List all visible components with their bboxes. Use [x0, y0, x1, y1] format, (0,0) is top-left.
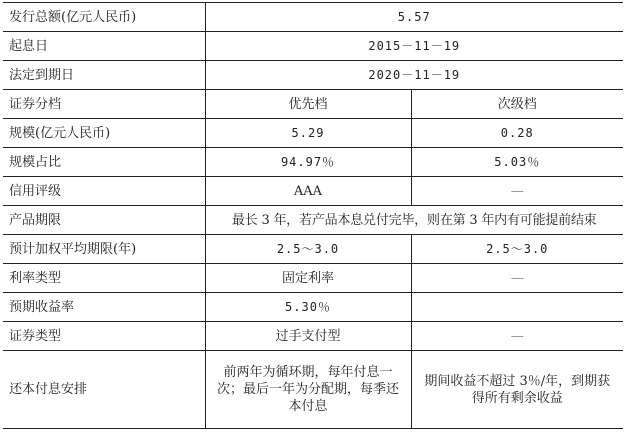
row-label: 证券类型: [3, 322, 205, 351]
table-row-product-term: [3, 206, 623, 235]
junior-cell: 5.03％: [411, 148, 623, 177]
row-label: 预计加权平均期限(年): [3, 235, 205, 264]
junior-cell: 2.5～3.0: [411, 235, 623, 264]
junior-cell: 次级档: [411, 90, 623, 119]
senior-cell: 94.97％: [205, 148, 411, 177]
row-label: 利率类型: [3, 264, 205, 293]
table-row-rate-type: [3, 264, 623, 293]
table-row-size-ratio: [3, 148, 623, 177]
table-row-tranche: [3, 90, 623, 119]
senior-cell: 5.29: [205, 119, 411, 148]
junior-cell: 期间收益不超过 3％/年，到期获得所有剩余收益: [411, 351, 623, 429]
senior-cell: AAA: [205, 177, 411, 206]
row-label: 发行总额(亿元人民币): [3, 3, 205, 32]
senior-cell: 优先档: [205, 90, 411, 119]
row-label: 规模占比: [3, 148, 205, 177]
senior-cell: 5.30％: [205, 293, 411, 322]
junior-cell: —: [411, 177, 623, 206]
row-label: 预期收益率: [3, 293, 205, 322]
row-label: 规模(亿元人民币): [3, 119, 205, 148]
senior-cell: 2.5～3.0: [205, 235, 411, 264]
row-label: 还本付息安排: [3, 351, 205, 429]
row-label: 证券分档: [3, 90, 205, 119]
bond-terms-table: [3, 2, 623, 429]
row-label: 产品期限: [3, 206, 205, 235]
row-value: 最长 3 年，若产品本息兑付完毕，则在第 3 年内有可能提前结束: [205, 206, 623, 235]
senior-cell: 固定利率: [205, 264, 411, 293]
junior-cell: —: [411, 264, 623, 293]
table-row-issue-size: [3, 3, 623, 32]
row-label: 起息日: [3, 32, 205, 61]
row-value: 5.57: [205, 3, 623, 32]
junior-cell: —: [411, 322, 623, 351]
table-row-security-type: [3, 322, 623, 351]
row-label: 法定到期日: [3, 61, 205, 90]
senior-cell: 前两年为循环期，每年付息一次；最后一年为分配期，每季还本付息: [205, 351, 411, 429]
table-row-repayment: [3, 351, 623, 429]
row-label: 信用评级: [3, 177, 205, 206]
table-row-expected-yield: [3, 293, 623, 322]
row-value: 2015－11－19: [205, 32, 623, 61]
table-row-value-date: [3, 32, 623, 61]
junior-cell: [411, 293, 623, 322]
row-value: 2020－11－19: [205, 61, 623, 90]
table-row-size: [3, 119, 623, 148]
table-row-credit-rating: [3, 177, 623, 206]
table-row-weighted-avg-term: [3, 235, 623, 264]
junior-cell: 0.28: [411, 119, 623, 148]
senior-cell: 过手支付型: [205, 322, 411, 351]
table-row-maturity-date: [3, 61, 623, 90]
